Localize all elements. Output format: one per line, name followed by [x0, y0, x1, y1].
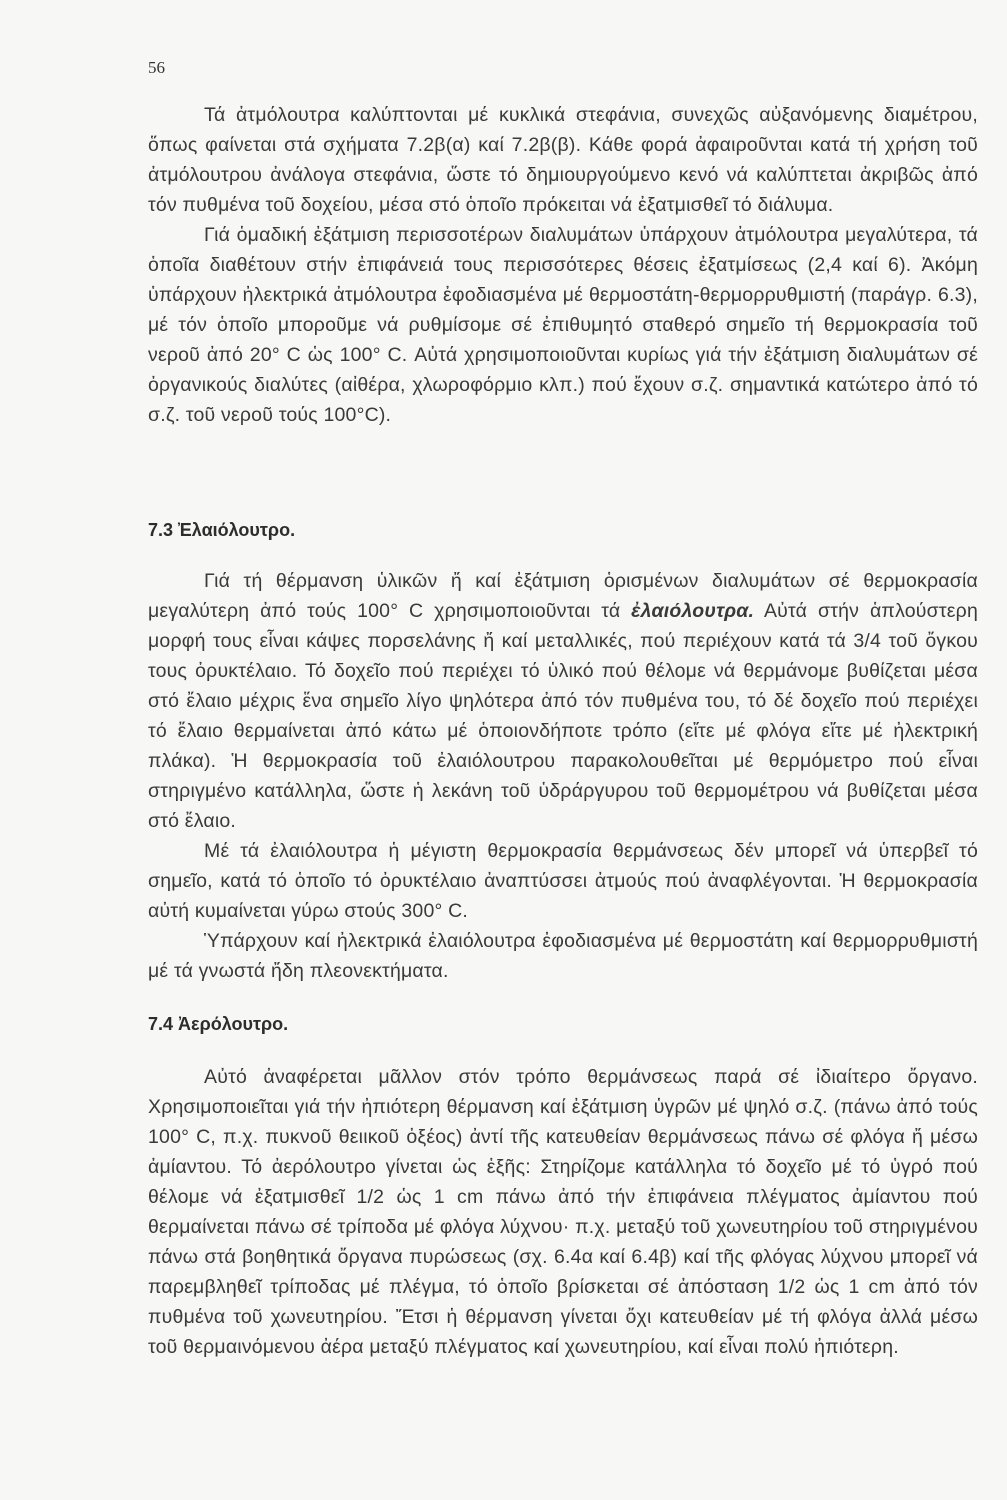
- section-heading-7-4: 7.4 Ἀερόλουτρο.: [148, 1014, 289, 1034]
- paragraph-text: Γιά τή θέρμανση ὑλικῶν ἤ καί ἐξάτμιση ὁρισμένων διαλυμάτων σέ θερμοκρασία μεγαλύτερη ἀπό τούς 100° C χρησιμοποιοῦνται τά: [148, 570, 978, 622]
- section-heading-7-3: 7.3 Ἐλαιόλουτρο.: [148, 520, 296, 540]
- paragraph: Τά ἀτμόλουτρα καλύπτονται μέ κυκλικά στεφάνια, συνεχῶς αὐξανόμενης διαμέτρου, ὅπως φαίνεται στά σχήματα 7.2β(α) καί 7.2β(β). Κάθε φορά ἀφαιροῦνται κατά τή χρήση τοῦ ἀτμόλουτρου ἀνάλογα στεφάνια, ὥστε τό δημιουργούμενο κενό νά καλύπτεται ἀκριβῶς ἀπό τόν πυθμένα τοῦ δοχείου, μέσα στό ὁποῖο πρόκειται νά ἐξατμισθεῖ τό διάλυμα.: [148, 104, 978, 216]
- paragraph: Αὐτό ἀναφέρεται μᾶλλον στόν τρόπο θερμάνσεως παρά σέ ἰδιαίτερο ὄργανο. Χρησιμοποιεῖται γιά τήν ἠπιότερη θέρμανση καί ἐξάτμιση ὑγρῶν μέ ψηλό σ.ζ. (πάνω ἀπό τούς 100° C, π.χ. πυκνοῦ θειικοῦ ὀξέος) ἀντί τῆς κατευθείαν θερμάνσεως πάνω σέ φλόγα ἤ μέσω ἀμίαντου. Τό ἀερόλουτρο γίνεται ὡς ἑξῆς: Στηρίζομε κατάλληλα τό δοχεῖο μέ τό ὑγρό πού θέλομε νά ἐξατμισθεῖ 1/2 ὡς 1 cm πάνω ἀπό τήν ἐπιφάνεια πλέγματος ἀμίαντου πού θερμαίνεται πάνω σέ τρίποδα μέ φλόγα λύχνου· π.χ. μεταξύ τοῦ χωνευτηρίου τοῦ στηριγμένου πάνω στά βοηθητικά ὄργανα πυρώσεως (σχ. 6.4α καί 6.4β) καί τῆς φλόγας λύχνου μπορεῖ νά παρεμβληθεῖ τρίποδας μέ πλέγμα, τό ὁποῖο βρίσκεται σέ ἀπόσταση 1/2 ὡς 1 cm ἀπό τόν πυθμένα τοῦ χωνευτηρίου. Ἔτσι ἡ θέρμανση γίνεται ὄχι κατευθείαν μέ τή φλόγα ἀλλά μέσω τοῦ θερμαινόμενου ἀέρα μεταξύ πλέγματος καί χωνευτηρίου, καί εἶναι πολύ ἠπιότερη.: [148, 1066, 978, 1358]
- paragraph: Ὑπάρχουν καί ἠλεκτρικά ἐλαιόλουτρα ἐφοδιασμένα μέ θερμοστάτη καί θερμορρυθμιστή μέ τά γνωστά ἤδη πλεονεκτήματα.: [148, 930, 978, 982]
- section-7-3-body: [148, 566, 978, 986]
- paragraph: Μέ τά ἐλαιόλουτρα ἡ μέγιστη θερμοκρασία θερμάνσεως δέν μπορεῖ νά ὑπερβεῖ τό σημεῖο, κατά τό ὁποῖο τό ὀρυκτέλαιο ἀναπτύσσει ἀτμούς πού ἀναφλέγονται. Ἡ θερμοκρασία αὐτή κυμαίνεται γύρω στούς 300° C.: [148, 840, 978, 922]
- page-number: 56: [148, 58, 165, 77]
- emphasized-term: ἐλαιόλουτρα.: [631, 600, 755, 622]
- section-7-2-body: [148, 100, 978, 430]
- paragraph-text: Αὐτά στήν ἁπλούστερη μορφή τους εἶναι κάψες πορσελάνης ἤ καί μεταλλικές, πού περιέχουν κατά τά 3/4 τοῦ ὄγκου τους ὀρυκτέλαιο. Τό δοχεῖο πού περιέχει τό ὑλικό πού θέλομε νά θερμάνομε βυθίζεται μέσα στό ἔλαιο μέχρις ἕνα σημεῖο λίγο ψηλότερα ἀπό τόν πυθμένα του, τό δέ δοχεῖο πού περιέχει τό ἔλαιο θερμαίνεται ἀπό κάτω μέ ὁποιονδήποτε τρόπο (εἴτε μέ φλόγα εἴτε μέ ἠλεκτρική πλάκα). Ἡ θερμοκρασία τοῦ ἐλαιόλουτρου παρακολουθεῖται μέ θερμόμετρο πού εἶναι στηριγμένο κατάλληλα, ὥστε ἡ λεκάνη τοῦ ὑδράργυρου τοῦ θερμομέτρου νά βυθίζεται μέσα στό ἔλαιο.: [148, 600, 979, 832]
- paragraph: Γιά ὁμαδική ἐξάτμιση περισσοτέρων διαλυμάτων ὑπάρχουν ἀτμόλουτρα μεγαλύτερα, τά ὁποῖα διαθέτουν στήν ἐπιφάνειά τους περισσότερες θέσεις ἐξατμίσεως (2,4 καί 6). Ἀκόμη ὑπάρχουν ἠλεκτρικά ἀτμόλουτρα ἐφοδιασμένα μέ θερμοστάτη-θερμορρυθμιστή (παράγρ. 6.3), μέ τόν ὁποῖο μποροῦμε νά ρυθμίσομε σέ ἐπιθυμητό σταθερό σημεῖο τή θερμοκρασία τοῦ νεροῦ ἀπό 20° C ὡς 100° C. Αὐτά χρησιμοποιοῦνται κυρίως γιά τήν ἐξάτμιση διαλυμάτων σέ ὀργανικούς διαλύτες (αἰθέρα, χλωροφόρμιο κλπ.) πού ἔχουν σ.ζ. σημαντικά κατώτερο ἀπό τό σ.ζ. τοῦ νεροῦ τούς 100°C).: [148, 224, 978, 426]
- section-7-4-body: [148, 1062, 978, 1362]
- paragraph: [148, 566, 978, 836]
